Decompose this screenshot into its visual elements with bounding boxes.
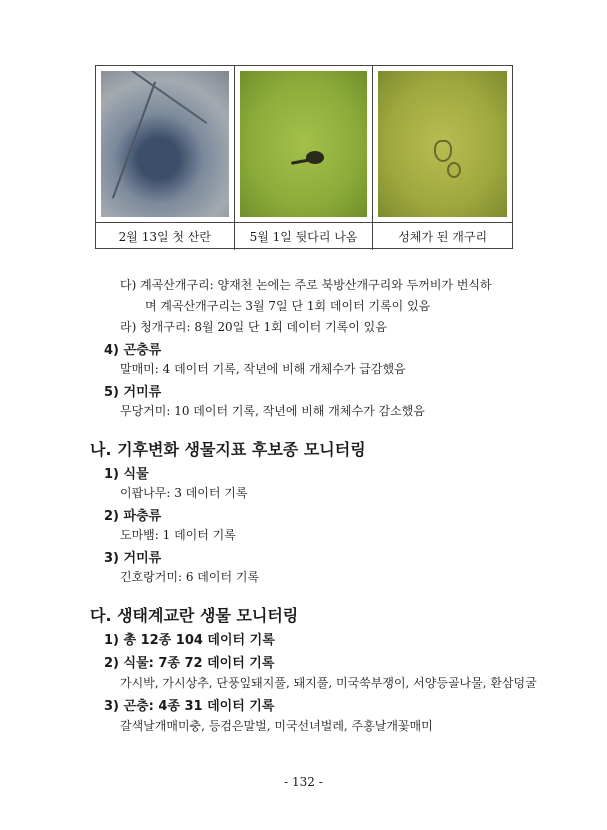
- photo-adult-frog: [378, 71, 507, 217]
- body-text-plants: 이팝나무: 3 데이터 기록: [120, 486, 248, 500]
- subheading-invasive-insects: 3) 곤충: 4종 31 데이터 기록: [104, 699, 275, 714]
- body-text-spiders-2: 긴호랑거미: 6 데이터 기록: [120, 570, 260, 584]
- subheading-insects: 4) 곤충류: [104, 343, 162, 358]
- photo-caption: 5월 1일 뒷다리 나옴: [235, 222, 374, 250]
- frog-shape: [434, 140, 452, 162]
- body-text-frog-da: 다) 계곡산개구리: 양재천 논에는 주로 북방산개구리와 두꺼비가 번식하: [120, 278, 492, 292]
- subheading-reptiles: 2) 파충류: [104, 509, 162, 524]
- photo-caption: 2월 13일 첫 산란: [96, 222, 235, 250]
- photo-caption: 성체가 된 개구리: [373, 222, 512, 250]
- subheading-invasive-plants: 2) 식물: 7종 72 데이터 기록: [104, 656, 275, 671]
- photo-cell-adult: [373, 66, 512, 222]
- body-text-insects: 말매미: 4 데이터 기록, 작년에 비해 개체수가 급감했음: [120, 362, 406, 376]
- section-heading-climate: 나. 기후변화 생물지표 후보종 모니터링: [90, 440, 366, 459]
- subheading-plants: 1) 식물: [104, 467, 149, 482]
- photo-cell-tadpole: [235, 66, 374, 222]
- frog-shape-2: [447, 162, 461, 178]
- tadpole-tail-shape: [291, 158, 311, 164]
- photo-cell-spawn: [96, 66, 235, 222]
- body-text-reptiles: 도마뱀: 1 데이터 기록: [120, 528, 236, 542]
- subheading-total: 1) 총 12종 104 데이터 기록: [104, 633, 275, 648]
- section-heading-invasive: 다. 생태계교란 생물 모니터링: [90, 606, 299, 625]
- body-text-spiders: 무당거미: 10 데이터 기록, 작년에 비해 개체수가 감소했음: [120, 404, 425, 418]
- body-text-invasive-insects: 갈색날개매미충, 등검은말벌, 미국선녀벌레, 주홍날개꽃매미: [120, 719, 433, 733]
- page-number: - 132 -: [284, 775, 323, 789]
- body-text-frog-da-cont: 며 계곡산개구리는 3월 7일 단 1회 데이터 기록이 있음: [145, 299, 431, 313]
- subheading-spiders-2: 3) 거미류: [104, 551, 162, 566]
- subheading-spiders: 5) 거미류: [104, 385, 162, 400]
- body-text-invasive-plants: 가시박, 가시상추, 단풍잎돼지풀, 돼지풀, 미국쑥부쟁이, 서양등골나물, 환삼덩굴: [120, 676, 537, 690]
- photo-tadpole: [240, 71, 368, 217]
- body-text-frog-ra: 라) 청개구리: 8월 20일 단 1회 데이터 기록이 있음: [120, 320, 387, 334]
- photo-table: [95, 65, 513, 249]
- photo-frog-spawn: [101, 71, 229, 217]
